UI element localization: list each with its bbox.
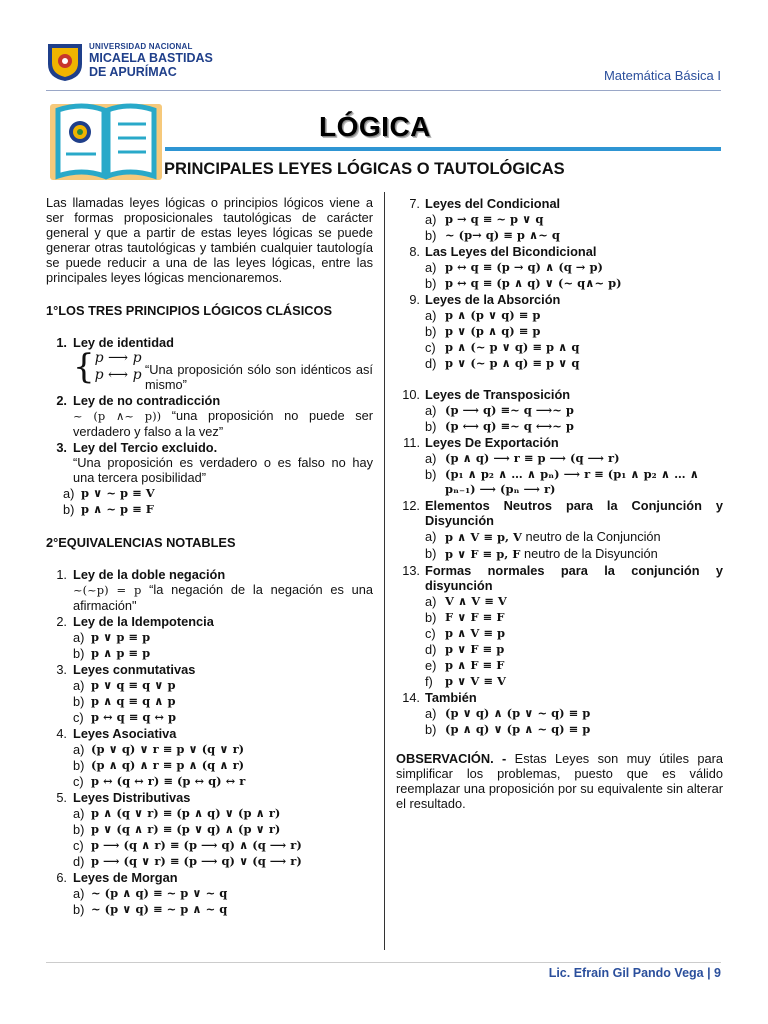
course-name: Matemática Básica I (603, 68, 721, 83)
law-title: Leyes del Condicional (425, 196, 561, 211)
sub-item (425, 594, 723, 609)
formula-note: neutro de la Conjunción (521, 529, 661, 544)
sub-item (425, 356, 723, 371)
law-title: Leyes de la Absorción (425, 292, 561, 307)
formula: V ∧ V ≡ V (445, 594, 507, 608)
sub-item (425, 228, 723, 243)
formula: (p₁ ∧ p₂ ∧ … ∧ pₙ) ⟶ r ≡ (p₁ ∧ p₂ ∧ … ∧ pₙ₋₁) ⟶ (pₙ ⟶ r) (445, 467, 699, 496)
list-item (396, 563, 723, 593)
university-name (89, 43, 213, 78)
item-number: 4. (56, 726, 67, 741)
law-title: También (425, 690, 477, 705)
formula: (p ∨ q) ∧ (p ∨ ~ q) ≡ p (445, 706, 591, 720)
list-item (396, 244, 723, 259)
law-title: Leyes De Exportación (425, 435, 559, 450)
formula: p ∨ V ≡ V (445, 674, 506, 688)
law-title: Leyes Distributivas (73, 790, 191, 805)
sub-item (425, 340, 723, 355)
sub-item (425, 546, 723, 562)
formula: p ∧ q ≡ q ∧ p (91, 694, 176, 708)
sub-item (425, 324, 723, 339)
sub-item (425, 276, 723, 291)
formula: ~ (p ∧~ p)) (73, 409, 162, 423)
item-number: 13. (402, 563, 420, 578)
sub-item (425, 642, 723, 657)
sub-item (425, 674, 723, 689)
sub-item (63, 502, 373, 517)
law-text: “una proposición no puede ser verdadero y falso a la vez” (73, 408, 373, 439)
title-underline (165, 147, 721, 151)
sub-item (425, 419, 723, 434)
sub-label: c) (73, 710, 84, 725)
sub-label: a) (425, 308, 437, 323)
list-item (46, 870, 373, 885)
formula: (p ∧ q) ∨ (p ∧ ~ q) ≡ p (445, 722, 591, 736)
observation-text: Estas Leyes son muy útiles para simplificar los problemas, puesto que es válido reemplazar una proposición por su equivalente sin alterar el resultado. (396, 751, 724, 811)
formula: p ↔ q ≡ (p → q) ∧ (q → p) (445, 260, 603, 274)
sub-label: a) (425, 451, 437, 466)
header-divider (46, 90, 721, 91)
sub-label: b) (73, 694, 85, 709)
sub-label: b) (425, 324, 437, 339)
sub-label: c) (73, 838, 84, 853)
sub-label: a) (73, 886, 85, 901)
formula: p ∧ (q ∨ r) ≡ (p ∧ q) ∨ (p ∧ r) (91, 806, 281, 820)
formula: (p ⟶ q) ≡~ q ⟶~ p (445, 403, 574, 417)
sub-label: a) (425, 706, 437, 721)
formula: p ∧ F ≡ F (445, 658, 505, 672)
list-item (46, 335, 373, 392)
sub-label: b) (73, 822, 85, 837)
sub-label: b) (425, 419, 437, 434)
page-footer: Lic. Efraín Gil Pando Vega | 9 (548, 966, 721, 980)
sub-item (425, 403, 723, 418)
formula: p ∨ F ≡ p, F (445, 547, 521, 561)
section-2-title: 2°EQUIVALENCIAS NOTABLES (46, 535, 236, 550)
column-divider (384, 192, 385, 950)
law-title: Ley de la doble negación (73, 567, 226, 582)
section-1-title: 1°LOS TRES PRINCIPIOS LÓGICOS CLÁSICOS (46, 303, 332, 318)
left-column (46, 195, 373, 917)
page-title: LÓGICA (319, 111, 431, 142)
list-item (396, 196, 723, 211)
formula: p ↔ (q ↔ r) ≡ (p ↔ q) ↔ r (91, 774, 246, 788)
item-number: 12. (402, 498, 420, 513)
formula: p ⟶ p (94, 350, 142, 366)
formula: p ↔ q ≡ (p ∧ q) ∨ (~ q∧~ p) (445, 276, 622, 290)
intro-paragraph: Las llamadas leyes lógicas o principios lógicos viene a ser formas proposicionales tautológicas de carácter general y que a partir de estas leyes lógicas se puede generar otras tautológicas y también cualquier tautología se puede reducir a una de las leyes lógicas, entre las principales leyes lógicas mencionaremos. (46, 195, 373, 285)
formula: p ∧ ~ p ≡ F (81, 502, 154, 516)
law-title: Las Leyes del Bicondicional (425, 244, 597, 259)
formula: p ∨ p ≡ p (91, 630, 151, 644)
sub-item (425, 308, 723, 323)
sub-label: c) (425, 626, 436, 641)
sub-item (425, 451, 723, 466)
sub-item (425, 626, 723, 641)
sub-item (73, 630, 373, 645)
formula: (p ⟷ q) ≡~ q ⟷~ p (445, 419, 574, 433)
law-title: Formas normales para la conjunción y disyunción (425, 563, 723, 593)
sub-label: b) (425, 546, 437, 561)
sub-item (73, 678, 373, 693)
sub-item (73, 710, 373, 725)
formula: p ∨ (q ∧ r) ≡ (p ∨ q) ∧ (p ∨ r) (91, 822, 281, 836)
formula: p ∨ (p ∧ q) ≡ p (445, 324, 541, 338)
sub-item (425, 260, 723, 275)
sub-item (73, 854, 373, 869)
item-number: 9. (409, 292, 420, 307)
sub-item (73, 742, 373, 757)
formula: (p ∧ q) ⟶ r ≡ p ⟶ (q ⟶ r) (445, 451, 620, 465)
sub-label: b) (425, 228, 437, 243)
formula: p ⟶ (q ∨ r) ≡ (p ⟶ q) ∨ (q ⟶ r) (91, 854, 302, 868)
right-column (396, 195, 723, 811)
list-item (396, 292, 723, 307)
formula: p ∧ V ≡ p, V (445, 530, 522, 544)
sub-item (73, 806, 373, 821)
item-number: 1. (56, 335, 67, 350)
sub-label: a) (73, 742, 85, 757)
formula-note: neutro de la Disyunción (520, 546, 658, 561)
law-title: Ley del Tercio excluido. (73, 440, 218, 455)
formula: p ∧ V ≡ p (445, 626, 505, 640)
observation-label: OBSERVACIÓN. - (396, 751, 507, 766)
item-number: 3. (56, 440, 67, 455)
sub-item (73, 838, 373, 853)
item-number: 2. (56, 393, 67, 408)
formula: p ∧ (p ∨ q) ≡ p (445, 308, 541, 322)
sub-label: b) (73, 902, 85, 917)
formula: ~ (p ∧ q) ≡ ~ p ∨ ~ q (91, 886, 228, 900)
law-text: “la negación de la negación es una afirmación" (73, 582, 373, 613)
list-item (396, 690, 723, 705)
sub-label: b) (73, 758, 85, 773)
law-text: “Una proposición sólo son idénticos así mismo” (145, 362, 373, 392)
item-number: 14. (402, 690, 420, 705)
formula: p ∨ q ≡ q ∨ p (91, 678, 176, 692)
page-subtitle: PRINCIPALES LEYES LÓGICAS O TAUTOLÓGICAS (164, 160, 565, 178)
formula: p ∨ F ≡ p (445, 642, 505, 656)
formula: p ∧ (~ p ∨ q) ≡ p ∧ q (445, 340, 580, 354)
sub-item (73, 774, 373, 789)
formula: ~(~p) = p (73, 583, 142, 597)
list-item (46, 726, 373, 741)
sub-item (73, 902, 373, 917)
university-line-1: UNIVERSIDAD NACIONAL (89, 42, 193, 51)
sub-label: c) (73, 774, 84, 789)
university-logo (46, 42, 84, 82)
sub-item (73, 646, 373, 661)
sub-label: a) (425, 212, 437, 227)
sub-label: a) (73, 630, 85, 645)
law-title: Leyes conmutativas (73, 662, 196, 677)
formula: p ⟷ p (94, 367, 142, 383)
sub-label: c) (425, 340, 436, 355)
sub-item (425, 722, 723, 737)
sub-label: d) (425, 642, 437, 657)
list-item (46, 662, 373, 677)
law-title: Leyes Asociativa (73, 726, 177, 741)
law-title: Leyes de Transposición (425, 387, 571, 402)
sub-label: b) (425, 276, 437, 291)
formula: ~ (p ∨ q) ≡ ~ p ∧ ~ q (91, 902, 228, 916)
sub-label: a) (73, 806, 85, 821)
item-number: 10. (402, 387, 420, 402)
formula: p ↔ q ≡ q ↔ p (91, 710, 177, 724)
formula: F ∨ F ≡ F (445, 610, 505, 624)
sub-label: b) (425, 610, 437, 625)
sub-item (63, 486, 373, 501)
item-number: 6. (56, 870, 67, 885)
list-item (396, 435, 723, 450)
sub-label: a) (73, 678, 85, 693)
sub-label: d) (73, 854, 85, 869)
sub-label: d) (425, 356, 437, 371)
list-item (396, 498, 723, 528)
footer-divider (46, 962, 721, 963)
university-line-2: MICAELA BASTIDAS (89, 51, 213, 65)
sub-label: a) (425, 529, 437, 544)
observation-paragraph (396, 751, 723, 811)
formula: (p ∧ q) ∧ r ≡ p ∧ (q ∧ r) (91, 758, 245, 772)
sub-item (73, 694, 373, 709)
sub-item (73, 758, 373, 773)
sub-label: b) (425, 467, 437, 482)
sub-item (73, 822, 373, 837)
formula: ~ (p→ q) ≡ p ∧~ q (445, 228, 560, 242)
list-item (46, 440, 373, 485)
identity-brace: { p ⟶ p p ⟷ p (73, 347, 142, 387)
law-title: Leyes de Morgan (73, 870, 178, 885)
item-number: 3. (56, 662, 67, 677)
list-item (46, 393, 373, 439)
sub-item (425, 529, 723, 545)
sub-label: f) (425, 674, 433, 689)
formula: p ∧ p ≡ p (91, 646, 151, 660)
sub-item (73, 886, 373, 901)
sub-item (425, 658, 723, 673)
formula: p ⟶ (q ∧ r) ≡ (p ⟶ q) ∧ (q ⟶ r) (91, 838, 302, 852)
sub-label: e) (425, 658, 437, 673)
list-item (396, 387, 723, 402)
sub-label: b) (63, 502, 75, 517)
sub-item (425, 706, 723, 721)
sub-label: a) (425, 403, 437, 418)
formula: (p ∨ q) ∨ r ≡ p ∨ (q ∨ r) (91, 742, 245, 756)
sub-item (425, 610, 723, 625)
sub-label: a) (425, 260, 437, 275)
item-number: 8. (409, 244, 420, 259)
law-title: Ley de no contradicción (73, 393, 221, 408)
formula: p → q ≡ ~ p ∨ q (445, 212, 544, 226)
law-title: Elementos Neutros para la Conjunción y Disyunción (425, 498, 723, 528)
list-item (46, 614, 373, 629)
item-number: 2. (56, 614, 67, 629)
law-title: Ley de identidad (73, 335, 174, 350)
item-number: 11. (403, 435, 420, 450)
law-title: Ley de la Idempotencia (73, 614, 214, 629)
university-line-3: DE APURÍMAC (89, 64, 177, 79)
law-text: “Una proposición es verdadero o es falso no hay una tercera posibilidad” (73, 455, 373, 485)
item-number: 5. (56, 790, 67, 805)
list-item (46, 567, 373, 613)
open-book-icon (50, 98, 162, 182)
item-number: 7. (409, 196, 420, 211)
sub-label: a) (63, 486, 75, 501)
sub-label: b) (425, 722, 437, 737)
formula: p ∨ ~ p ≡ V (81, 486, 155, 500)
sub-item (425, 467, 723, 497)
sub-item (425, 212, 723, 227)
sub-label: a) (425, 594, 437, 609)
list-item (46, 790, 373, 805)
item-number: 1. (56, 567, 67, 582)
sub-label: b) (73, 646, 85, 661)
formula: p ∨ (~ p ∧ q) ≡ p ∨ q (445, 356, 580, 370)
